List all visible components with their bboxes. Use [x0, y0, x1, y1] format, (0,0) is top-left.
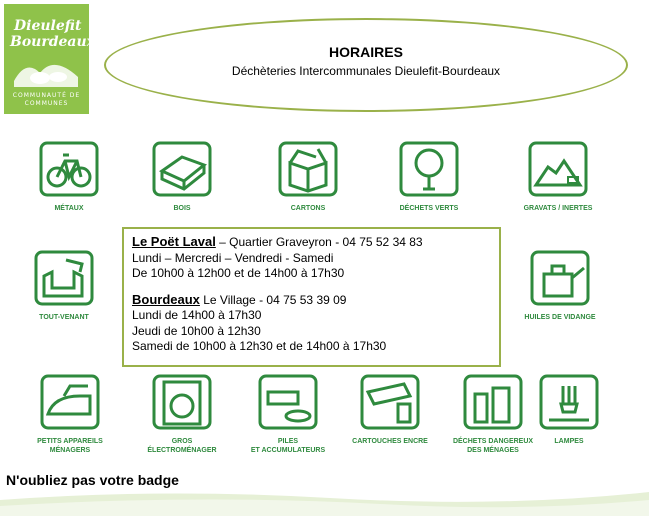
icon-label: TOUT-VENANT	[39, 314, 89, 321]
icon-petits-appareils	[30, 374, 110, 455]
rubble-icon	[528, 141, 588, 197]
site1-address: – Quartier Graveyron - 04 75 52 34 83	[215, 235, 423, 249]
icon-tout-venant	[24, 250, 104, 322]
tree-icon	[399, 141, 459, 197]
site1-hours: De 10h00 à 12h00 et de 14h00 à 17h30	[132, 266, 345, 280]
icon-label: PETITS APPAREILS MÉNAGERS	[37, 438, 103, 454]
icon-label: MÉTAUX	[54, 205, 84, 212]
schedule-box	[122, 227, 501, 367]
icon-piles	[245, 374, 331, 455]
logo-line1: Dieulefit	[14, 18, 82, 34]
chemical-bottles-icon	[463, 374, 523, 430]
site1-days: Lundi – Mercredi – Vendredi - Samedi	[132, 250, 334, 265]
icon-label: LAMPES	[554, 438, 584, 445]
iron-icon	[40, 374, 100, 430]
site2-hours-2: Jeudi de 10h00 à 12h30	[132, 323, 261, 338]
icon-label: BOIS	[173, 205, 191, 212]
icon-label: GRAVATS / INERTES	[523, 205, 593, 212]
armchair-icon	[34, 250, 94, 306]
logo-line2: Bourdeaux	[10, 34, 96, 50]
box-icon	[278, 141, 338, 197]
site1-line	[132, 234, 491, 251]
icon-label: GROS ÉLECTROMÉNAGER	[147, 438, 217, 454]
battery-icon	[258, 374, 318, 430]
site1-name: Le Poët Laval	[132, 234, 216, 249]
icon-label: CARTOUCHES ENCRE	[352, 438, 428, 445]
decorative-wave	[0, 486, 649, 516]
icon-lampes	[529, 374, 609, 446]
pallet-icon	[152, 141, 212, 197]
icon-gravats	[508, 141, 608, 213]
hills-icon	[14, 51, 78, 87]
page-title: HORAIRES	[329, 44, 403, 60]
site2-name: Bourdeaux	[132, 291, 200, 307]
icon-metaux	[29, 141, 109, 213]
icon-label: CARTONS	[290, 205, 326, 212]
site2-address: Le Village - 04 75 53 39 09	[199, 292, 347, 307]
community-logo	[4, 4, 96, 114]
page-subtitle: Déchèteries Intercommunales Dieulefit-Bourdeaux	[231, 64, 501, 78]
icon-label: HUILES DE VIDANGE	[524, 314, 596, 321]
icon-label: PILES ET ACCUMULATEURS	[250, 438, 326, 454]
icon-huiles	[515, 250, 605, 322]
icon-dechets-verts	[389, 141, 469, 213]
badge-reminder: N'oubliez pas votre badge	[6, 472, 179, 488]
site2-hours-1: Lundi de 14h00 à 17h30	[132, 308, 262, 322]
oil-can-icon	[530, 250, 590, 306]
lamp-icon	[539, 374, 599, 430]
ink-cartridge-icon	[360, 374, 420, 430]
icon-cartouches	[350, 374, 430, 446]
icon-label: DÉCHETS DANGEREUX DES MÉNAGES	[452, 438, 534, 454]
site2-line	[132, 292, 491, 309]
icon-gros-electromenager	[142, 374, 222, 455]
logo-line3: COMMUNAUTÉ DE COMMUNES	[12, 92, 81, 107]
icon-dechets-dangereux	[448, 374, 538, 455]
icon-label: DÉCHETS VERTS	[399, 205, 459, 212]
icon-cartons	[268, 141, 348, 213]
bicycle-icon	[39, 141, 99, 197]
site2-hours-3: Samedi de 10h00 à 12h30 et de 14h00 à 17h30	[132, 339, 387, 353]
icon-bois	[142, 141, 222, 213]
washing-machine-icon	[152, 374, 212, 430]
